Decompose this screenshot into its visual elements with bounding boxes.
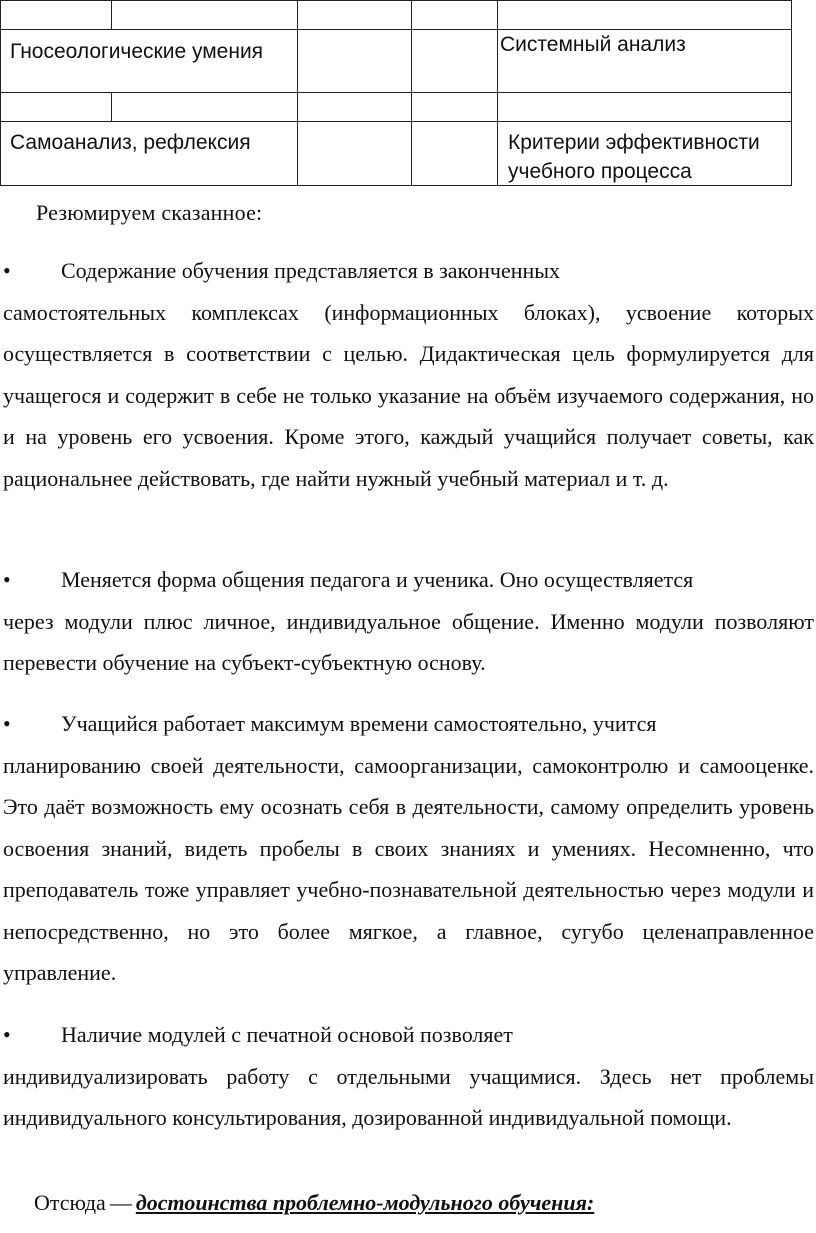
bullet-paragraph-2	[3, 559, 814, 684]
table-rule	[0, 29, 792, 30]
table-rule	[0, 0, 792, 1]
table-rule	[0, 121, 792, 122]
bullet-paragraph-4	[3, 1014, 814, 1139]
table-cell-criteria-line2: учебного процесса	[508, 160, 692, 183]
bullet-first-line: Меняется форма общения педагога и ученика. Оно осуществляется	[61, 567, 694, 592]
table-border	[791, 0, 792, 186]
bullet-first-line: Содержание обучения представляется в законченных	[61, 258, 561, 283]
bullet-first-line: Учащийся работает максимум времени самостоятельно, учится	[61, 711, 657, 736]
table-fragment	[0, 0, 816, 187]
closing-dash: —	[109, 1190, 132, 1215]
table-border	[0, 0, 1, 186]
table-rule	[0, 92, 792, 93]
bullet-text: через модули плюс личное, индивидуальное общение. Именно модули позволяют перевести обучение на субъект-субъектную основу.	[3, 608, 814, 675]
table-border	[111, 92, 112, 121]
bullet-marker: •	[3, 567, 11, 592]
bullet-paragraph-3	[3, 703, 814, 994]
table-border	[111, 0, 112, 29]
table-border	[497, 0, 498, 186]
table-cell-criteria-line1: Критерии эффективности	[508, 131, 760, 154]
bullet-first-line: Наличие модулей с печатной основой позволяет	[61, 1022, 513, 1047]
bullet-text: индивидуализировать работу с отдельными учащимися. Здесь нет проблемы индивидуального консультирования, дозированной индивидуальной помощи.	[3, 1063, 814, 1130]
closing-line	[34, 1188, 594, 1218]
closing-emphasis: достоинства проблемно-модульного обучения:	[135, 1190, 595, 1215]
bullet-marker: •	[3, 711, 11, 736]
table-cell-gnoseological: Гносеологические умения	[10, 40, 264, 63]
bullet-paragraph-1	[3, 250, 814, 499]
bullet-marker: •	[3, 1022, 11, 1047]
intro-text: Резюмируем сказанное:	[36, 200, 263, 225]
table-cell-system-analysis: Системный анализ	[500, 33, 686, 56]
table-cell-self-analysis: Самоанализ, рефлексия	[10, 131, 251, 154]
bullet-text: самостоятельных комплексах (информационных блоках), усвоение которых осуществляется в соответствии с целью. Дидактическая цель формулируется для учащегося и содержит в себе не только указание на объём изучаемого содержания, но и на уровень его усвоения. Кроме этого, каждый учащийся получает советы, как рациональнее действовать, где найти нужный учебный материал и т. д.	[3, 299, 814, 491]
bullet-text: планированию своей деятельности, самоорганизации, самоконтролю и самооценке. Это даёт возможность ему осознать себя в деятельности, самому определить уровень освоения знаний, видеть пробелы в своих знаниях и умениях. Несомненно, что преподаватель тоже управляет учебно-познавательной деятельностью через модули и непосредственно, но это более мягкое, а главное, сугубо целенаправленное управление.	[3, 752, 814, 985]
table-border	[297, 0, 298, 186]
closing-lead: Отсюда	[34, 1190, 106, 1215]
bullet-marker: •	[3, 258, 11, 283]
table-border	[411, 0, 412, 186]
